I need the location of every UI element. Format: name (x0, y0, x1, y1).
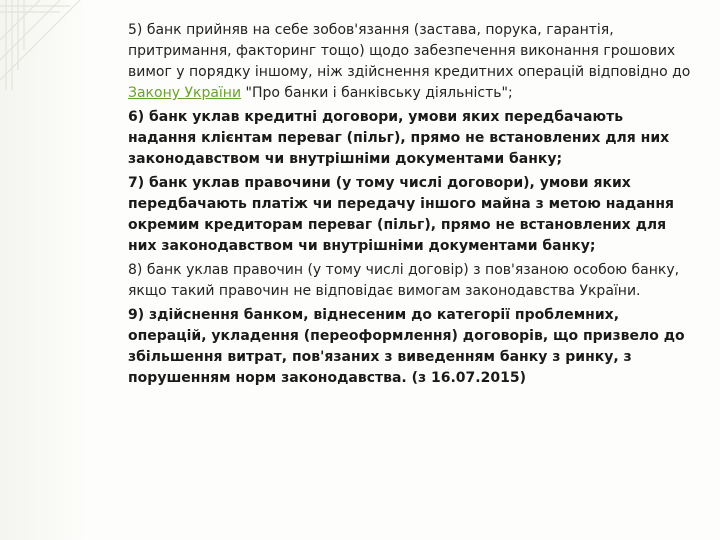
law-link[interactable]: Закону України (128, 85, 242, 101)
item-5-text: 5) банк прийняв на себе зобов'язання (застава, порука, гарантія, притримання, факторинг тощо) щодо забезпечення виконання грошових вимог у порядку іншому, ніж здійснення кредитних операцій відповідно до (128, 22, 691, 80)
corner-ornament (0, 0, 90, 90)
paragraph-item-9: 9) здійснення банком, віднесеним до категорії проблемних, операцій, укладення (переоформлення) договорів, що призвело до збільшення витрат, пов'язаних з виведенням банку з ринку, з порушенням норм законодавства. (з 16.07.2015) (128, 307, 685, 386)
paragraph-item-7: 7) банк уклав правочини (у тому числі договори), умови яких передбачають платіж чи передачу іншого майна з метою надання окремим кредиторам переваг (пільг), прямо не встановлених для них законодавством чи внутрішніми документами банку; (128, 175, 674, 254)
paragraph-item-8: 8) банк уклав правочин (у тому числі договір) з пов'язаною особою банку, якщо такий правочин не відповідає вимогам законодавства України. (128, 262, 680, 299)
paragraph-item-6: 6) банк уклав кредитні договори, умови яких передбачають надання клієнтам переваг (пільг), прямо не встановлених для них законодавством чи внутрішніми документами банку; (128, 109, 670, 167)
slide-content (128, 20, 694, 389)
paragraph-item-5 (128, 20, 694, 104)
item-5-text-end: "Про банки і банківську діяльність"; (241, 85, 513, 101)
